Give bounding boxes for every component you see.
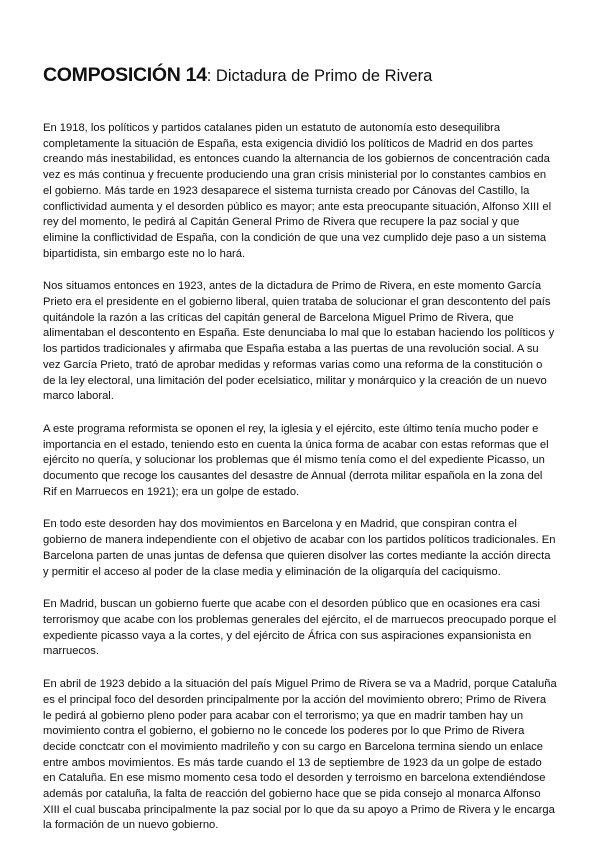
paragraph-6: En abril de 1923 debido a la situación del país Miguel Primo de Rivera se va a Madrid, porque Cataluña es el principal foco del desorden principalmente por la acción del movimiento obrero; Primo de Rivera le pedirá al gobierno pleno poder para acabar con el terrorismo; ya que en madrir tamben hay un movimiento contra el gobierno, el gobierno no le concede los poderes por lo que Primo de Rivera decide conctcatr con el movimiento madrileño y con su cargo en Barcelona termina siendo un enlace entre ambos movimientos. Es más tarde cuando el 13 de septiembre de 1923 da un golpe de estado en Cataluña. En ese mismo momento cesa todo el desorden y terroismo en barcelona extendiéndose además por cataluña, la falta de reacción del gobierno hace que se pida consejo al monarca Alfonso XIII el cual buscaba principalmente la paz social por lo que da su apoyo a Primo de Rivera y le encarga la formación de un nuevo gobierno.	[43, 678, 557, 832]
paragraph-3: A este programa reformista se oponen el rey, la iglesia y el ejército, este último tenía mucho poder e importancia en el estado, teniendo esto en cuenta la única forma de acabar con estas reformas que el ejército no quería, y solucionar los problemas que él mismo tenía como el del expediente Picasso, un documento que recoge los causantes del desastre de Annual (derrota militar española en la zona del Rif en Marruecos en 1921); era un golpe de estado.	[43, 422, 549, 498]
title-heading-subtitle: : Dictadura de Primo de Rivera	[206, 67, 433, 85]
page-title	[43, 58, 557, 88]
paragraph-5: En Madrid, buscan un gobierno fuerte que acabe con el desorden público que en ocasiones era casi terrorismoy que acabe con los problemas generales del ejército, el de marruecos preocupado porque el expediente picasso vaya a la cortes, y del ejército de África con sus aspiraciones expansionista en marruecos.	[43, 598, 557, 658]
paragraph-4: En todo este desorden hay dos movimientos en Barcelona y en Madrid, que conspiran contra el gobierno de manera independiente con el objetivo de acabar con los partidos políticos tradicionales. En Barcelona parten de unas juntas de defensa que quieren disolver las cortes mediante la acción directa y permitir el acceso al poder de la clase media y eliminación de la oligarquía del caciquismo.	[43, 518, 556, 578]
title-heading-bold: COMPOSICIÓN 14	[43, 64, 207, 86]
paragraph-1: En 1918, los políticos y partidos catalanes piden un estatuto de autonomía esto desequilibra completamente la situación de España, esta exigencia dividió los políticos de Madrid en dos partes creando más inestabilidad, es entonces cuando la alternancia de los gobiernos de concentración cada vez es más continua y frecuente produciendo una gran crisis ministerial por lo constantes cambios en el gobierno. Más tarde en 1923 desaparece el sistema turnista creado por Cánovas del Castillo, la conflictividad aumenta y el desorden público es mayor; ante esta preocupante situación, Alfonso XIII el rey del momento, le pedirá al Capitán General Primo de Rivera que recupere la paz social y que elimine la conflictividad de España, con la condición de que una vez cumplido deje paso a un sistema bipartidista, sin embargo este no lo hará.	[43, 122, 552, 260]
paragraph-2: Nos situamos entonces en 1923, antes de la dictadura de Primo de Rivera, en este momento García Prieto era el presidente en el gobierno liberal, quien trataba de solucionar el gran descontento del país quitándole la razón a las críticas del capitán general de Barcelona Miguel Primo de Rivera, que alimentaban el descontento en España. Este denunciaba lo mal que lo estaban haciendo los políticos y los partidos tradicionales y afirmaba que España estaba a las puertas de una revolución social. A su vez García Prieto, trató de aprobar medidas y reformas varias como una reforma de la constitución o de la ley electoral, una limitación del poder ecelsiatico, militar y monárquico y la creación de un nuevo marco laboral.	[43, 280, 555, 403]
document-page	[43, 58, 557, 851]
